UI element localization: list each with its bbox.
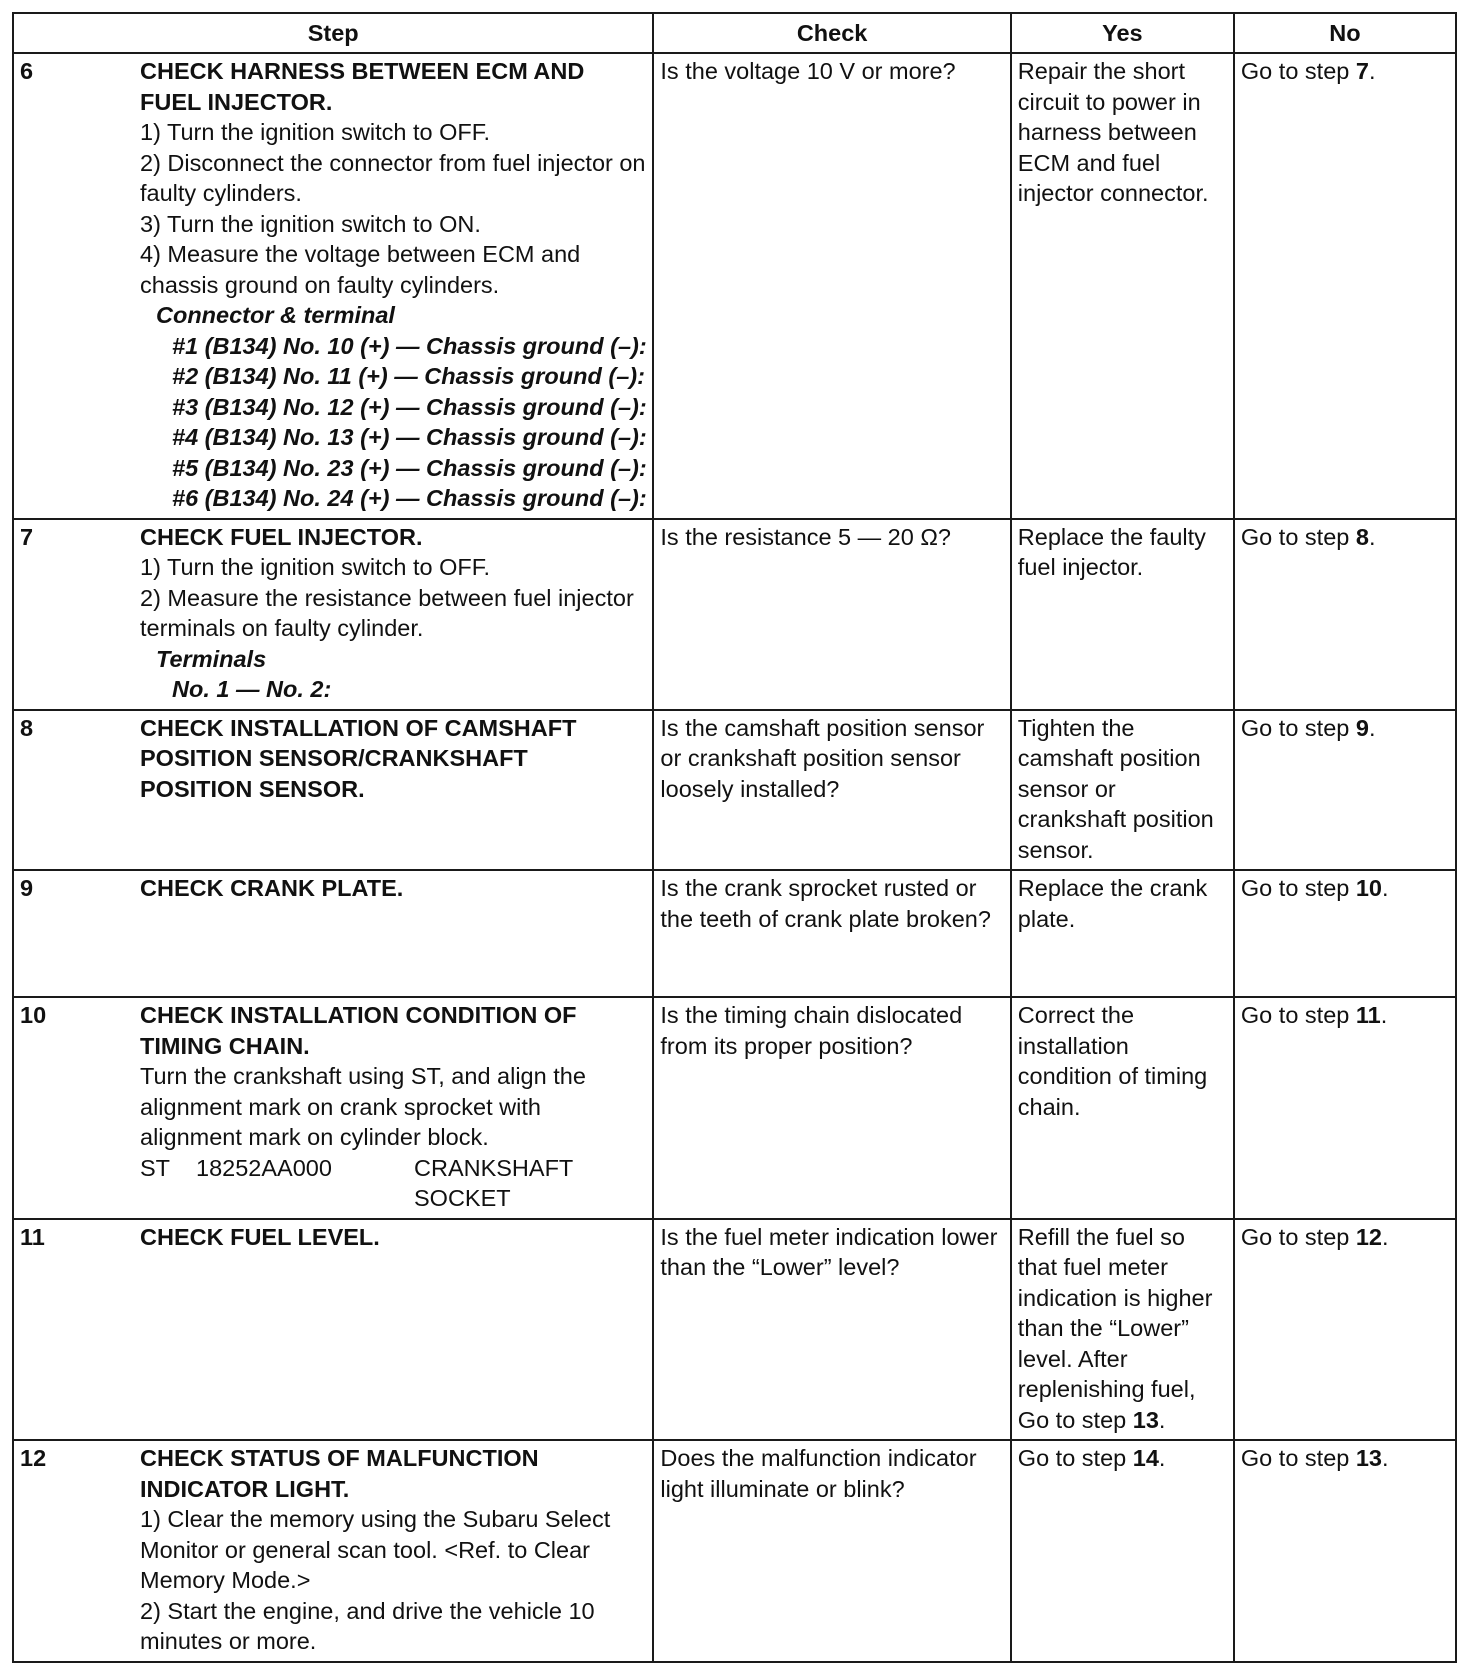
step-number: 12 bbox=[20, 1445, 47, 1471]
terminal-spec: #1 (B134) No. 10 (+) — Chassis ground (–): bbox=[172, 332, 647, 359]
step-number: 6 bbox=[20, 58, 34, 84]
step-instruction: Turn the crankshaft using ST, and align the alignment mark on crank sprocket with alignment mark on cylinder block. bbox=[140, 1063, 586, 1150]
yes-cell: Tighten the camshaft position sensor or crankshaft position sensor. bbox=[1011, 710, 1234, 871]
st-part-number: 18252AA000 bbox=[196, 1154, 332, 1181]
no-cell: Go to step 7. bbox=[1234, 53, 1456, 519]
check-cell: Is the fuel meter indication lower than the “Lower” level? bbox=[653, 1219, 1010, 1441]
sub-title: Terminals bbox=[156, 645, 267, 672]
step-number: 9 bbox=[20, 875, 34, 901]
header-check: Check bbox=[653, 13, 1010, 53]
step-number: 10 bbox=[20, 1002, 47, 1028]
st-label: ST bbox=[140, 1154, 171, 1181]
terminal-spec: #5 (B134) No. 23 (+) — Chassis ground (–): bbox=[172, 454, 647, 481]
step-heading: CHECK INSTALLATION OF CAMSHAFT POSITION SENSOR/CRANKSHAFT POSITION SENSOR. bbox=[140, 714, 577, 802]
diagnostic-table bbox=[12, 12, 1457, 1663]
check-cell: Is the camshaft position sensor or crankshaft position sensor loosely installed? bbox=[653, 710, 1010, 871]
table-row bbox=[13, 710, 1456, 871]
check-cell: Does the malfunction indicator light illuminate or blink? bbox=[653, 1440, 1010, 1662]
special-tool-line bbox=[140, 1153, 646, 1214]
step-instruction: 2) Disconnect the connector from fuel injector on faulty cylinders. bbox=[140, 149, 646, 206]
step-cell bbox=[13, 53, 653, 519]
step-heading: CHECK STATUS OF MALFUNCTION INDICATOR LIGHT. bbox=[140, 1445, 539, 1502]
step-number: 8 bbox=[20, 714, 34, 741]
step-cell bbox=[13, 710, 653, 871]
table-row bbox=[13, 870, 1456, 997]
no-cell: Go to step 13. bbox=[1234, 1440, 1456, 1662]
yes-cell: Correct the installation condition of timing chain. bbox=[1011, 997, 1234, 1219]
step-number: 11 bbox=[20, 1223, 45, 1250]
terminal-spec: #6 (B134) No. 24 (+) — Chassis ground (–): bbox=[172, 485, 647, 511]
no-cell: Go to step 12. bbox=[1234, 1219, 1456, 1441]
table-row bbox=[13, 519, 1456, 710]
step-cell bbox=[13, 1219, 653, 1441]
step-cell bbox=[13, 1440, 653, 1662]
step-instruction: 1) Clear the memory using the Subaru Select Monitor or general scan tool. <Ref. to Clear Memory Mode.> bbox=[140, 1506, 611, 1593]
step-heading: CHECK CRANK PLATE. bbox=[140, 875, 404, 901]
step-instruction: 2) Measure the resistance between fuel injector terminals on faulty cylinder. bbox=[140, 584, 634, 641]
header-row bbox=[13, 13, 1456, 53]
step-instruction: 1) Turn the ignition switch to OFF. bbox=[140, 554, 491, 580]
step-heading: CHECK INSTALLATION CONDITION OF TIMING CHAIN. bbox=[140, 1002, 577, 1059]
step-heading: CHECK FUEL INJECTOR. bbox=[140, 523, 423, 550]
terminal-spec: No. 1 — No. 2: bbox=[172, 676, 332, 702]
yes-cell: Replace the faulty fuel injector. bbox=[1011, 519, 1234, 710]
step-cell bbox=[13, 519, 653, 710]
header-step: Step bbox=[13, 13, 653, 53]
terminal-spec: #3 (B134) No. 12 (+) — Chassis ground (–): bbox=[172, 393, 647, 420]
terminal-spec: #4 (B134) No. 13 (+) — Chassis ground (–): bbox=[172, 424, 647, 450]
table-row bbox=[13, 1219, 1456, 1441]
step-instruction: 3) Turn the ignition switch to ON. bbox=[140, 210, 481, 237]
st-tool-name: CRANKSHAFT SOCKET bbox=[414, 1154, 573, 1211]
table-row bbox=[13, 1440, 1456, 1662]
check-cell: Is the timing chain dislocated from its proper position? bbox=[653, 997, 1010, 1219]
yes-cell: Go to step 14. bbox=[1011, 1440, 1234, 1662]
step-instruction: 2) Start the engine, and drive the vehicle 10 minutes or more. bbox=[140, 1597, 595, 1654]
yes-cell: Replace the crank plate. bbox=[1011, 870, 1234, 997]
no-cell: Go to step 10. bbox=[1234, 870, 1456, 997]
check-cell: Is the crank sprocket rusted or the teeth of crank plate broken? bbox=[653, 870, 1010, 997]
header-no: No bbox=[1234, 13, 1456, 53]
yes-cell: Repair the short circuit to power in harness between ECM and fuel injector connector. bbox=[1011, 53, 1234, 519]
step-heading: CHECK HARNESS BETWEEN ECM AND FUEL INJECTOR. bbox=[140, 58, 585, 115]
step-heading: CHECK FUEL LEVEL. bbox=[140, 1223, 380, 1250]
step-instruction: 1) Turn the ignition switch to OFF. bbox=[140, 119, 491, 145]
step-instruction: 4) Measure the voltage between ECM and chassis ground on faulty cylinders. bbox=[140, 241, 581, 298]
table-row bbox=[13, 53, 1456, 519]
step-cell bbox=[13, 997, 653, 1219]
no-cell: Go to step 8. bbox=[1234, 519, 1456, 710]
no-cell: Go to step 11. bbox=[1234, 997, 1456, 1219]
sub-title: Connector & terminal bbox=[156, 302, 395, 328]
table-row bbox=[13, 997, 1456, 1219]
step-cell bbox=[13, 870, 653, 997]
terminal-spec: #2 (B134) No. 11 (+) — Chassis ground (–): bbox=[172, 363, 645, 389]
check-cell: Is the voltage 10 V or more? bbox=[653, 53, 1010, 519]
yes-cell: Refill the fuel so that fuel meter indication is higher than the “Lower” level. After replenishing fuel, Go to step 13. bbox=[1011, 1219, 1234, 1441]
no-cell: Go to step 9. bbox=[1234, 710, 1456, 871]
step-number: 7 bbox=[20, 523, 34, 550]
header-yes: Yes bbox=[1011, 13, 1234, 53]
check-cell: Is the resistance 5 — 20 Ω? bbox=[653, 519, 1010, 710]
